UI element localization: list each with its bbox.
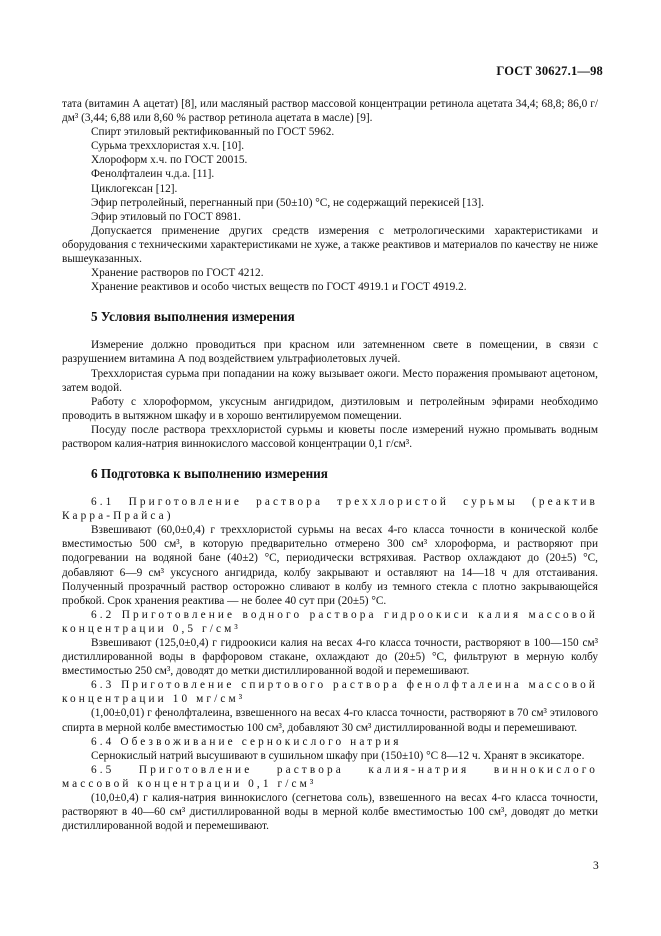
page-body — [62, 97, 598, 833]
paragraph: Измерение должно проводиться при красном или затемненном свете в помещении, в связи с разрушением витамина А под воздействием ультрафиолетовых лучей. — [62, 339, 598, 366]
paragraph: Хранение реактивов и особо чистых веществ по ГОСТ 4919.1 и ГОСТ 4919.2. — [91, 281, 467, 294]
subsection-heading: 6.2 Приготовление водного раствора гидроокиси калия массовой концентрации 0,5 г/см³ — [62, 608, 598, 635]
paragraph: Циклогексан [12]. — [91, 182, 178, 195]
paragraph: Сурьма треххлористая х.ч. [10]. — [91, 140, 245, 153]
subsection-heading: 6.5 Приготовление раствора калия-натрия виннокислого массовой концентрации 0,1 г/см³ — [62, 763, 598, 790]
document-header: ГОСТ 30627.1—98 — [496, 64, 603, 78]
paragraph: Сернокислый натрий высушивают в сушильном шкафу при (150±10) °С 8—12 ч. Хранят в эксикаторе. — [91, 749, 585, 762]
section-heading: 6 Подготовка к выполнению измерения — [91, 466, 328, 482]
paragraph: (10,0±0,4) г калия-натрия виннокислого (сегнетова соль), взвешенного на весах 4-го класса точности, растворяют в 40—60 см³ дистиллированной воды в мерной колбе вместимостью 100 см³, доводят до метки дистиллированной водой и перемешивают. — [62, 792, 598, 833]
paragraph: тата (витамин А ацетат) [8], или масляный раствор массовой концентрации ретинола ацетата 34,4; 68,8; 86,0 г/дм³ (3,44; 6,88 или 8,60 % раствор ретинола ацетата в масле) [9]. — [62, 98, 598, 125]
subsection-heading: 6.3 Приготовление спиртового раствора фенолфталеина массовой концентрации 10 мг/см³ — [62, 679, 598, 706]
paragraph: Взвешивают (60,0±0,4) г треххлористой сурьмы на весах 4-го класса точности в конической колбе вместимостью 500 см³, в которую предварительно отмерено 300 см³ хлороформа, и растворяют при подогревании на водяной бане (40±2) °С, периодически встряхивая. Раствор охлаждают до (20±5) °С, добавляют 6—9 см³ уксусного ангидрида, колбу закрывают и оставляют на 14—18 ч для отстаивания. Полученный прозрачный раствор осторожно сливают в колбу из темного стекла с плотно закрывающейся пробкой. Срок хранения реактива — не более 40 сут при (20±5) °С. — [62, 524, 598, 607]
subsection-heading: 6.1 Приготовление раствора треххлористой сурьмы (реактив Карра-Прайса) — [62, 496, 598, 523]
page-number: 3 — [593, 860, 599, 872]
paragraph: Допускается применение других средств измерения с метрологическими характеристиками и оборудования с техническими характеристиками не хуже, а также реактивов и материалов по качеству не ниже вышеуказанных. — [62, 224, 598, 266]
paragraph: Спирт этиловый ректификованный по ГОСТ 5962. — [91, 126, 335, 139]
paragraph: (1,00±0,01) г фенолфталеина, взвешенного на весах 4-го класса точности, растворяют в 70 см³ этилового спирта в мерной колбе вместимостью 100 см³, добавляют 30 см³ дистиллированной воды и перемешивают. — [62, 707, 598, 734]
subsection-heading: 6.4 Обезвоживание сернокислого натрия — [91, 735, 402, 748]
paragraph: Эфир этиловый по ГОСТ 8981. — [91, 210, 241, 223]
paragraph: Хранение растворов по ГОСТ 4212. — [91, 267, 264, 280]
paragraph: Хлороформ х.ч. по ГОСТ 20015. — [91, 154, 248, 167]
paragraph: Взвешивают (125,0±0,4) г гидроокиси калия на весах 4-го класса точности, растворяют в 100—150 см³ дистиллированной воды в фарфоровом стакане, охлаждают до (20±5) °С, фильтруют в мерную колбу вместимостью 250 см³, доводят до метки дистиллированной водой и перемешивают. — [62, 637, 598, 678]
paragraph: Треххлористая сурьма при попадании на кожу вызывает ожоги. Место поражения промывают ацетоном, затем водой. — [62, 367, 598, 394]
section-heading: 5 Условия выполнения измерения — [91, 309, 295, 325]
paragraph: Работу с хлороформом, уксусным ангидридом, диэтиловым и петролейным эфирами необходимо проводить в вытяжном шкафу и в хорошо вентилируемом помещении. — [62, 395, 598, 422]
paragraph: Фенолфталеин ч.д.а. [11]. — [91, 168, 215, 181]
paragraph: Эфир петролейный, перегнанный при (50±10) °С, не содержащий перекисей [13]. — [91, 196, 484, 209]
paragraph: Посуду после раствора треххлористой сурьмы и кюветы после измерений нужно промывать водным раствором калия-натрия виннокислого массовой концентрации 0,1 г/см³. — [62, 423, 598, 450]
